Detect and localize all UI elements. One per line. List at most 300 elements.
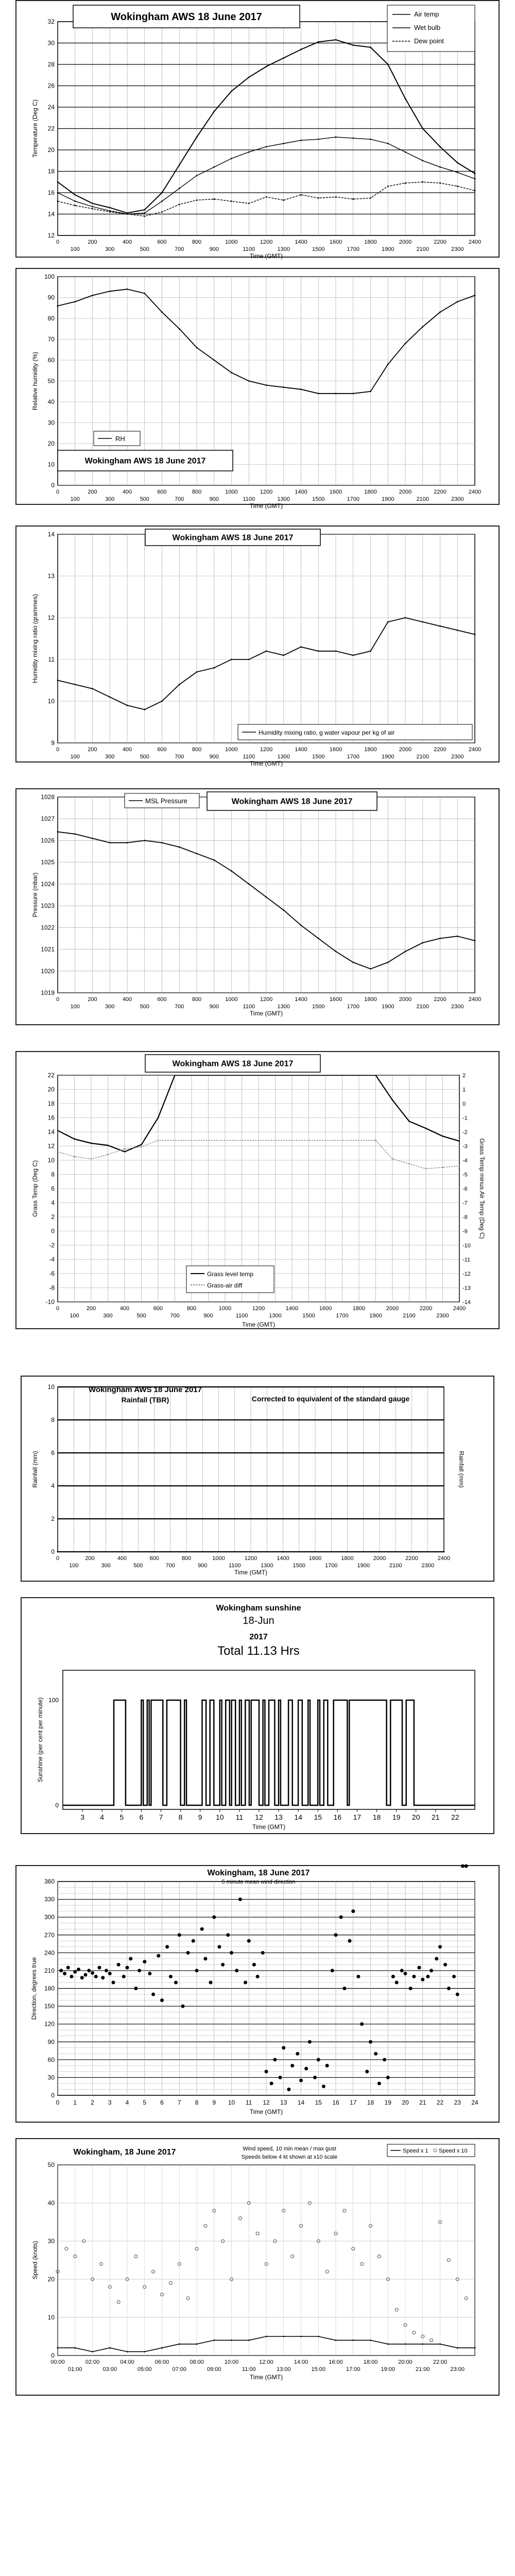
data-point — [474, 178, 476, 180]
x-tick-label: 04:00 — [120, 2359, 134, 2365]
data-point — [109, 211, 111, 213]
data-point — [405, 343, 406, 344]
data-point — [474, 173, 476, 174]
data-point — [265, 2070, 268, 2073]
x-tick-label: 12:00 — [259, 2359, 273, 2365]
data-point — [279, 2076, 282, 2079]
data-point — [412, 1975, 416, 1978]
data-point — [144, 209, 145, 211]
data-point — [266, 196, 267, 198]
y-right-tick-label: -6 — [462, 1186, 468, 1192]
y-tick-label: 1028 — [41, 793, 55, 801]
y-tick-label: 0 — [51, 1227, 55, 1235]
x-tick-label: 11 — [235, 1813, 244, 1821]
y-tick-label: 8 — [51, 1171, 55, 1178]
x-tick-label: 1300 — [277, 496, 290, 502]
x-tick-label: 2100 — [416, 754, 429, 760]
x-tick-label: 12 — [255, 1813, 263, 1821]
x-axis-label: Time (GMT) — [249, 502, 283, 510]
data-point — [134, 1987, 138, 1990]
data-point — [169, 1975, 173, 1978]
data-point — [370, 391, 371, 392]
data-point — [290, 2064, 294, 2067]
y-tick-label: 22 — [47, 125, 55, 132]
x-tick-label: 0 — [56, 747, 60, 753]
data-point — [457, 172, 458, 173]
y-axis-label: Grass Temp (Deg C) — [31, 1160, 39, 1217]
x-tick-label: 1600 — [308, 1555, 322, 1562]
y-right-tick-label: -12 — [462, 1271, 471, 1277]
y-right-tick-label: -1 — [462, 1115, 468, 1122]
x-tick-label: 15 — [314, 1813, 322, 1821]
data-point — [74, 205, 76, 207]
data-point — [443, 1551, 445, 1553]
x-tick-label: 22 — [451, 1813, 459, 1821]
chart-relative-humidity — [16, 269, 501, 510]
x-tick-label: 1300 — [277, 1004, 290, 1010]
data-point — [74, 2347, 76, 2349]
x-tick-label: 600 — [157, 996, 167, 1003]
y-tick-label: 0 — [51, 482, 55, 489]
data-point — [318, 393, 319, 394]
data-point — [287, 2088, 290, 2091]
x-tick-label: 2300 — [451, 246, 464, 252]
x-tick-label: 17:00 — [346, 2366, 360, 2372]
y-tick-label: 10 — [47, 2314, 55, 2321]
data-point — [217, 1945, 221, 1948]
data-point — [387, 364, 389, 365]
chart-title: Wokingham AWS 18 June 2017 — [172, 1059, 294, 1069]
data-point — [375, 1140, 376, 1141]
x-tick-label: 300 — [105, 246, 115, 252]
x-tick-label: 1700 — [347, 1004, 359, 1010]
x-tick-label: 18:00 — [363, 2359, 378, 2365]
data-point — [374, 2052, 377, 2056]
data-point — [283, 909, 284, 911]
x-tick-label: 6 — [160, 2099, 164, 2106]
data-point — [101, 1976, 105, 1979]
y-tick-label: 70 — [47, 335, 55, 343]
chart-panel-wind-direction — [15, 1865, 500, 2123]
x-tick-label: 23 — [454, 2099, 461, 2106]
x-tick-label: 2000 — [399, 489, 412, 495]
data-point — [144, 840, 145, 841]
legend-label: Dew point — [414, 37, 444, 45]
chart-total: Total 11.13 Hrs — [217, 1644, 300, 1658]
data-point — [112, 1980, 115, 1984]
y-tick-label: 60 — [47, 2056, 55, 2063]
x-tick-label: 500 — [133, 1563, 143, 1569]
data-point — [369, 2040, 372, 2044]
x-tick-label: 1000 — [218, 1306, 232, 1312]
x-tick-label: 18 — [367, 2099, 374, 2106]
data-point — [203, 1957, 207, 1960]
data-point — [226, 1933, 230, 1937]
data-point — [322, 2084, 325, 2088]
y-right-tick-label: 2 — [462, 1073, 466, 1079]
data-point — [209, 1980, 213, 1984]
chart-panel-wind-speed — [15, 2138, 500, 2396]
data-point — [335, 2340, 337, 2341]
data-point — [196, 2343, 198, 2345]
y-tick-label: -8 — [49, 1284, 55, 1292]
x-tick-label: 1700 — [347, 496, 359, 502]
y-tick-label: 1027 — [41, 815, 55, 823]
data-point — [283, 655, 284, 656]
data-point — [160, 1998, 164, 2002]
data-point — [124, 1151, 126, 1153]
x-tick-label: 2400 — [468, 489, 482, 495]
x-tick-label: 0 — [56, 1555, 60, 1562]
x-tick-label: 900 — [203, 1313, 213, 1319]
x-tick-label: 2200 — [434, 239, 447, 245]
x-axis-label: Time (GMT) — [242, 1321, 276, 1328]
data-point — [400, 1969, 404, 1972]
data-point — [474, 940, 476, 941]
x-tick-label: 200 — [88, 489, 97, 495]
data-point — [248, 151, 250, 153]
x-tick-label: 15 — [315, 2099, 322, 2106]
data-point — [422, 621, 423, 623]
x-tick-label: 1200 — [260, 747, 273, 753]
data-point — [422, 181, 423, 183]
x-tick-label: 2400 — [437, 1555, 451, 1562]
y-tick-label: 90 — [47, 2038, 55, 2046]
legend-label: Wet bulb — [414, 24, 441, 31]
x-tick-label: 300 — [101, 1563, 111, 1569]
chart-wind-direction — [16, 1866, 501, 2124]
chart-title: Wokingham sunshine — [216, 1604, 301, 1613]
y-right-tick-label: -9 — [462, 1228, 468, 1235]
data-point — [387, 621, 389, 623]
x-tick-label: 1500 — [312, 754, 325, 760]
data-point — [318, 650, 319, 652]
data-point — [174, 1980, 178, 1984]
data-point — [195, 1969, 199, 1972]
data-point — [161, 2347, 163, 2349]
x-tick-label: 2400 — [468, 996, 482, 1003]
x-tick-label: 22:00 — [433, 2359, 448, 2365]
chart-subtitle: Wind speed, 10 min mean / max gust — [243, 2146, 336, 2152]
x-tick-label: 800 — [192, 996, 202, 1003]
data-point — [70, 1975, 74, 1978]
x-tick-label: 21:00 — [415, 2366, 430, 2372]
y-tick-label: 6 — [51, 1449, 55, 1456]
x-tick-label: 1100 — [235, 1313, 248, 1319]
y-right-tick-label: -11 — [462, 1257, 471, 1263]
data-point — [91, 1971, 94, 1975]
x-axis-label: Time (GMT) — [249, 252, 283, 260]
data-point — [144, 709, 145, 710]
data-point — [107, 1145, 109, 1146]
x-tick-label: 300 — [103, 1313, 113, 1319]
x-tick-label: 03:00 — [102, 2366, 117, 2372]
data-point — [124, 1148, 126, 1150]
x-tick-label: 500 — [140, 246, 149, 252]
chart-subtitle: 18-Jun — [243, 1615, 274, 1626]
data-point — [66, 1966, 70, 1970]
x-tick-label: 7 — [159, 1813, 163, 1821]
data-point — [248, 883, 250, 885]
data-point — [213, 166, 215, 168]
data-point — [57, 680, 59, 681]
data-point — [356, 1975, 360, 1978]
legend-label: Air temp — [414, 10, 439, 18]
y-tick-label: 14 — [47, 210, 55, 218]
y-tick-label: 60 — [47, 357, 55, 364]
x-tick-label: 1000 — [212, 1555, 225, 1562]
data-point — [335, 951, 337, 952]
x-tick-label: 1400 — [295, 239, 307, 245]
data-point — [283, 143, 284, 144]
x-tick-label: 1300 — [277, 246, 290, 252]
x-tick-label: 400 — [122, 747, 132, 753]
x-tick-label: 5 — [119, 1813, 124, 1821]
data-point — [98, 1966, 101, 1970]
data-point — [161, 200, 163, 202]
data-point — [248, 659, 250, 660]
data-point — [392, 1099, 393, 1101]
y-tick-label: 100 — [48, 1697, 59, 1704]
data-point — [248, 380, 250, 382]
x-tick-label: 22 — [436, 2099, 444, 2106]
x-tick-label: 100 — [70, 246, 80, 252]
x-tick-label: 2300 — [451, 754, 464, 760]
y-tick-label: 1022 — [41, 924, 55, 931]
data-point — [109, 842, 111, 843]
data-point — [57, 200, 59, 202]
y-tick-label: 32 — [47, 18, 55, 25]
data-point — [127, 2351, 128, 2352]
y-tick-label: 1023 — [41, 902, 55, 910]
y-tick-label: 50 — [47, 2161, 55, 2168]
data-point — [457, 630, 458, 631]
legend-label: Grass-air diff — [207, 1282, 243, 1289]
x-tick-label: 600 — [157, 239, 167, 245]
data-point — [266, 146, 267, 147]
data-point — [300, 388, 302, 390]
data-point — [474, 2347, 476, 2349]
x-tick-label: 16 — [333, 1813, 342, 1821]
x-tick-label: 13 — [280, 2099, 287, 2106]
x-tick-label: 1900 — [357, 1563, 370, 1569]
x-tick-label: 15:00 — [311, 2366, 326, 2372]
y-tick-label: 50 — [47, 377, 55, 385]
data-point — [443, 1963, 447, 1967]
x-tick-label: 1200 — [260, 489, 273, 495]
data-point — [352, 393, 354, 394]
data-point — [442, 1136, 443, 1137]
x-tick-label: 2400 — [453, 1306, 466, 1312]
x-tick-label: 2400 — [468, 747, 482, 753]
data-point — [283, 57, 284, 59]
data-point — [439, 625, 441, 627]
chart-title: Wokingham, 18 June 2017 — [73, 2148, 176, 2157]
x-tick-label: 2100 — [416, 496, 429, 502]
y-tick-label: 20 — [47, 1086, 55, 1093]
x-tick-label: 1700 — [347, 754, 359, 760]
data-point — [421, 1978, 424, 1981]
x-tick-label: 700 — [175, 754, 184, 760]
x-tick-label: 600 — [149, 1555, 159, 1562]
data-point — [231, 90, 232, 92]
x-tick-label: 1000 — [225, 747, 238, 753]
data-point — [304, 2067, 308, 2071]
data-point — [127, 842, 128, 843]
data-point — [213, 2340, 215, 2341]
data-point — [91, 1143, 92, 1144]
x-tick-label: 1400 — [295, 489, 307, 495]
data-point — [57, 2347, 59, 2349]
data-point — [122, 1975, 126, 1978]
x-tick-label: 13:00 — [276, 2366, 291, 2372]
data-point — [386, 2076, 390, 2079]
x-tick-label: 300 — [105, 754, 115, 760]
chart-panel-sunshine — [21, 1597, 494, 1834]
x-tick-label: 1600 — [329, 239, 342, 245]
x-tick-label: 200 — [88, 996, 97, 1003]
x-tick-label: 24 — [471, 2099, 478, 2106]
data-point — [325, 2064, 329, 2067]
y-tick-label: 240 — [44, 1949, 55, 1957]
x-tick-label: 09:00 — [207, 2366, 221, 2372]
x-tick-label: 06:00 — [154, 2359, 169, 2365]
data-point — [158, 1117, 159, 1118]
x-tick-label: 500 — [136, 1313, 146, 1319]
data-point — [299, 2079, 303, 2082]
data-point — [107, 1154, 109, 1156]
x-tick-label: 1900 — [369, 1313, 382, 1319]
x-tick-label: 1500 — [312, 1004, 325, 1010]
data-point — [348, 1939, 352, 1943]
legend-label: Humidity mixing ratio, g water vapour per kg of air — [259, 729, 395, 736]
data-point — [370, 197, 371, 199]
data-point — [300, 49, 302, 50]
data-point — [392, 1158, 393, 1160]
data-point — [318, 197, 319, 199]
y-tick-label: 16 — [47, 1114, 55, 1122]
x-tick-label: 2400 — [468, 239, 482, 245]
data-point — [179, 164, 180, 166]
x-tick-label: 500 — [140, 754, 149, 760]
data-point — [181, 2005, 185, 2008]
y-tick-label: 14 — [47, 531, 55, 538]
y-right-tick-label: -4 — [462, 1158, 468, 1164]
data-point — [105, 1969, 108, 1972]
data-point — [144, 293, 145, 294]
x-tick-label: 2300 — [451, 1004, 464, 1010]
chart-wind-speed — [16, 2139, 501, 2397]
data-point — [213, 859, 215, 861]
data-point — [143, 1960, 146, 1963]
x-tick-label: 1400 — [295, 747, 307, 753]
y-tick-label: 90 — [47, 294, 55, 301]
data-point — [92, 206, 93, 208]
y-right-axis-label: Grass Temp minus Air Temp (Deg C) — [478, 1138, 486, 1239]
x-axis-label: Time (GMT) — [249, 760, 283, 767]
x-tick-label: 800 — [192, 489, 202, 495]
data-point — [430, 1969, 433, 1972]
data-point — [318, 139, 319, 140]
data-point — [335, 196, 337, 198]
data-point — [442, 1166, 443, 1168]
data-point — [91, 1158, 92, 1160]
x-tick-label: 1700 — [347, 246, 359, 252]
data-point — [360, 2022, 364, 2026]
x-tick-label: 2100 — [389, 1563, 402, 1569]
data-point — [282, 2046, 285, 2049]
x-tick-label: 2300 — [451, 496, 464, 502]
data-point — [109, 207, 111, 209]
data-point — [196, 137, 198, 138]
data-point — [266, 650, 267, 652]
data-point — [461, 1865, 465, 1868]
x-tick-label: 2300 — [436, 1313, 449, 1319]
data-point — [422, 128, 423, 129]
data-point — [129, 1957, 132, 1960]
x-tick-label: 100 — [70, 496, 80, 502]
data-point — [300, 646, 302, 648]
data-point — [383, 2058, 386, 2061]
x-tick-label: 1200 — [252, 1306, 265, 1312]
x-tick-label: 600 — [157, 489, 167, 495]
y-tick-label: 13 — [47, 572, 55, 580]
data-point — [179, 2343, 180, 2345]
data-point — [318, 41, 319, 43]
data-point — [447, 1987, 451, 1990]
data-point — [405, 98, 406, 99]
x-tick-label: 2000 — [386, 1306, 399, 1312]
chart-title: Wokingham AWS 18 June 2017 — [88, 1385, 202, 1394]
data-point — [212, 1916, 216, 1919]
x-tick-label: 400 — [119, 1306, 130, 1312]
y-tick-label: 4 — [51, 1199, 55, 1207]
y-tick-label: 10 — [47, 461, 55, 468]
x-tick-label: 0 — [56, 2099, 60, 2106]
y-tick-label: -10 — [45, 1298, 55, 1306]
y-axis-label: Direction, degrees true — [30, 1957, 38, 2020]
data-point — [57, 192, 59, 194]
data-point — [231, 870, 232, 872]
data-point — [425, 1168, 427, 1170]
chart-panel-temperature — [15, 0, 500, 258]
x-tick-label: 200 — [85, 1555, 95, 1562]
data-point — [179, 204, 180, 205]
y-tick-label: 20 — [47, 2276, 55, 2283]
y-right-tick-label: -3 — [462, 1143, 468, 1150]
x-tick-label: 800 — [186, 1306, 197, 1312]
x-tick-label: 400 — [117, 1555, 127, 1562]
legend-label: Speed x 10 — [439, 2148, 468, 2154]
data-point — [300, 925, 302, 926]
x-tick-label: 11 — [246, 2099, 252, 2106]
x-tick-label: 2 — [91, 2099, 94, 2106]
data-point — [196, 199, 198, 201]
y-tick-label: 150 — [44, 2003, 55, 2010]
data-point — [179, 684, 180, 685]
chart-year: 2017 — [249, 1633, 268, 1641]
data-point — [186, 1951, 190, 1955]
y-tick-label: 18 — [47, 1100, 55, 1107]
x-tick-label: 1000 — [225, 239, 238, 245]
data-point — [92, 2351, 93, 2352]
x-tick-label: 1300 — [261, 1563, 273, 1569]
x-tick-label: 1100 — [243, 754, 255, 760]
chart-subtitle: Rainfall (TBR) — [121, 1396, 169, 1404]
data-point — [74, 301, 76, 302]
data-point — [266, 2336, 267, 2337]
x-tick-label: 07:00 — [172, 2366, 187, 2372]
